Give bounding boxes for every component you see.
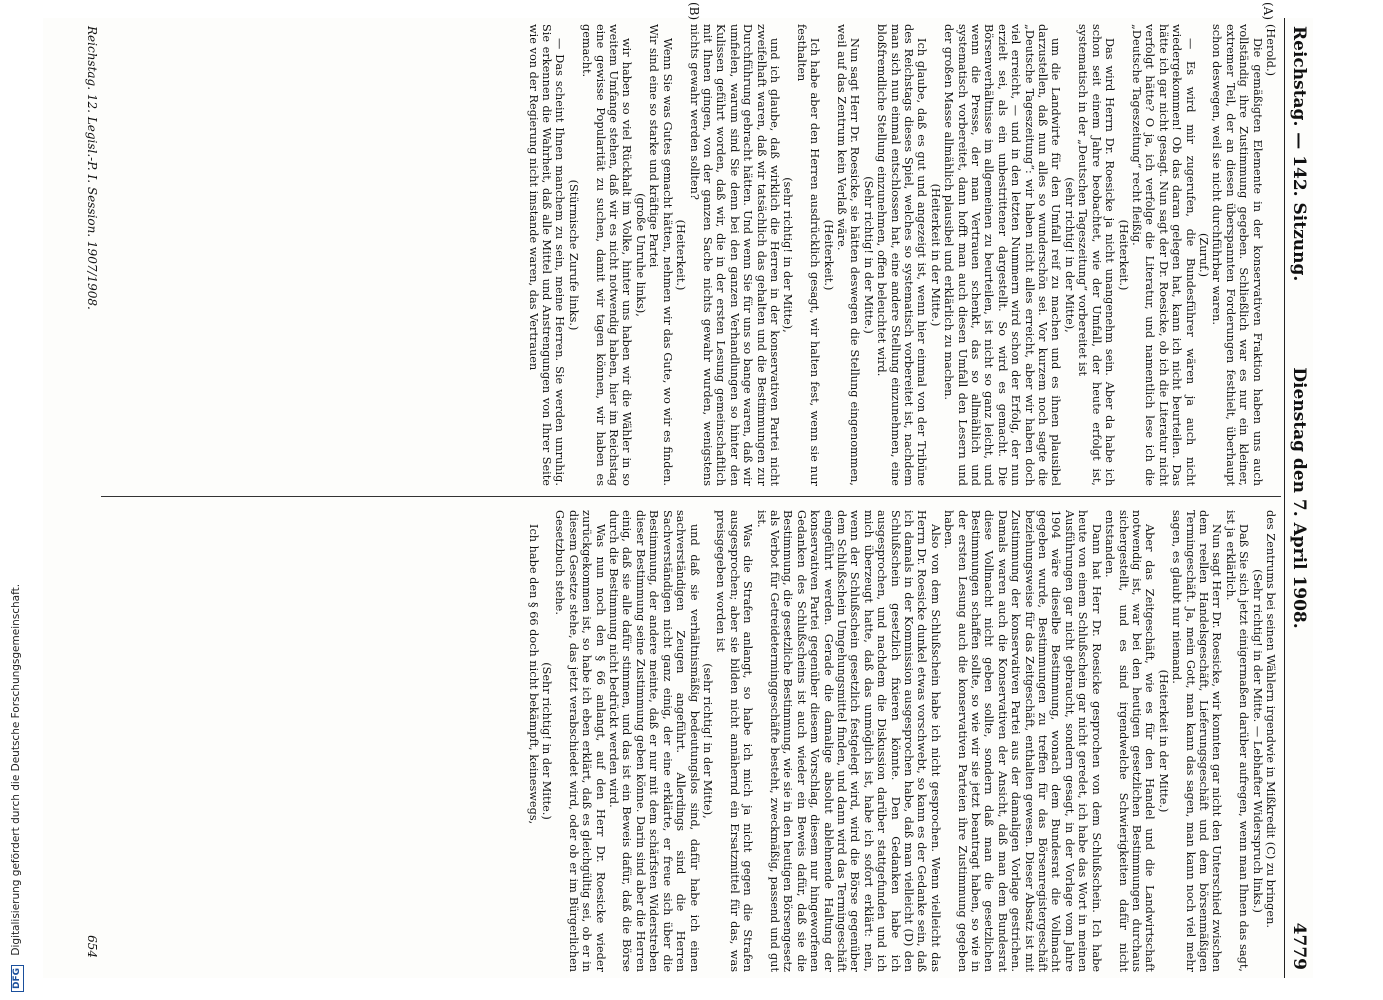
digitization-credit-text: Digitalisierung gefördert durch die Deutsche Forschungsgemeinschaft.	[10, 583, 22, 956]
header-date: Dienstag den 7. April 1908.	[1289, 367, 1309, 629]
left-column-paragraph: Die gemäßigten Elemente in der konservativen Fraktion haben uns auch vollständig ihre Zustimmung gegeben. Schließlich war es nur ein kleiner, extremer Teil, der an diesen überspannten Forderungen festhielt, überhaupt schon deswegen, weil sie nicht durchführbar waren.	[1210, 24, 1264, 486]
right-column-paragraph: Aber das Zeitgeschäft, wie es für den Handel und die Landwirtschaft notwendig ist, war bei den heutigen gesetzlichen Bestimmungen durchaus sichergestellt, und es sind irgendwelche Schwierigkeiten dafür nicht entstanden.	[1103, 510, 1157, 972]
left-column-paragraph: Ich habe aber den Herren ausdrücklich gesagt, wir halten fest, wenn sie nur festhalten	[794, 24, 822, 486]
left-column-paragraph: (Zuruf.)	[1196, 233, 1210, 277]
left-column-paragraph: um die Landwirte für den Umfall reif zu machen und es ihnen plausibel darzustellen, daß nun alles so wunderschön sei. Vor kurzem noch sagte die „Deutsche Tageszeitung“: wir haben nicht alles erreicht, aber wir haben doch viel erreicht, — und in den letzten Nummern wird schon der Erfolg, der nun erzielt sei, als ein unbestrittener dargestellt. So wird es gemacht. Die Börsenverhältnisse im allgemeinen zu beurteilen, ist nicht so ganz leicht, und wenn die Presse, der man Vertrauen schenkt, das so allmählich und systematisch vorbereitet, dann hofft man auch diesen Umfall den Lesern und der großen Masse allmählich plausibel und erklärlich zu machen.	[942, 24, 1063, 486]
page-header	[1284, 18, 1313, 978]
footer-signature: 654	[85, 935, 99, 958]
right-column-paragraph: Nun sagt Herr Dr. Roesicke, wir konnten gar nicht den Unterschied zwischen dem reellen Handelsgeschäft, Lieferungsgeschäft und dem börsenmäßigen Termingeschäft. Ja, mein Gott, man kann das sagen, man kann noch viel mehr sagen, es glaubt nur niemand.	[1170, 510, 1224, 972]
column-divider	[101, 496, 1281, 497]
right-column-paragraph: des Zentrums bei seinen Wählern irgendwie in Mißkredit (C) zu bringen.	[1264, 510, 1277, 928]
right-column-paragraph: und daß sie verhältnismäßig bedeutungslos sind, dafür habe ich einen sachverständigen Zeugen angeführt. Allerdings sind die Herren Sachverständigen nicht ganz einig, der eine erklärte, er freue sich über die Bestimmung, der andere meinte, daß er nur mit dem schärfsten Widerstreben dieser Bestimmung seine Zustimmung geben könne. Darin sind aber die Herren einig, daß sie alle dafür stimmen, und das ist ein Beweis dafür, daß die Börse durch die Bestimmung nicht bedrückt werden wird.	[607, 510, 701, 972]
left-column-paragraph: (Heiterkeit.)	[821, 219, 835, 291]
left-column-paragraph: Nun sagt Herr Dr. Roesicke, sie hätten deswegen die Stellung eingenommen, weil auf das Zentrum kein Verlaß wäre.	[835, 24, 862, 486]
left-column-paragraph: (sehr richtig! in der Mitte),	[1062, 177, 1076, 333]
right-column-paragraph: Dann hat Herr Dr. Roesicke gesprochen von dem Schlußschein. Ich habe heute von einem Schlußschein gar nicht geredet, ich habe das Wort in meinen Ausführungen gar nicht gebraucht, sondern gesagt, in der Vorlage vom Jahre 1904 wäre dieselbe Bestimmung, wonach dem Bundesrat die Vollmacht gegeben wurde, Bestimmungen zu treffen für das Börsenregistergeschäft beziehungsweise für das Zeitgeschäft, enthalten gewesen. Dieser Absatz ist mit Zustimmung der konservativen Partei aus der damaligen Vorlage gestrichen. Damals waren auch die Konservativen der Ansicht, daß man dem Bundesrat diese Vollmacht nicht geben sollte, sondern daß man die gesetzlichen Bestimmungen schaffen sollte, so wie wir sie jetzt beantragt haben, so wie in der ersten Lesung auch die konservativen Parteien ihre Zustimmung gegeben haben.	[942, 510, 1103, 972]
left-column-paragraph: (große Unruhe links),	[633, 193, 647, 317]
margin-mark-b: (B)	[687, 2, 701, 21]
left-column-paragraph: Das wird Herrn Dr. Roesicke ja nicht unangenehm sein. Aber da habe ich schon seit einem Jahre beobachtet, wie der Umfall, der heute erfolgt ist, systematisch in der „Deutschen Tageszeitung“ vorbereitet ist	[1076, 24, 1117, 486]
page-number: 4779	[1289, 922, 1309, 970]
digitization-credit	[8, 20, 24, 992]
left-column-paragraph: Wenn Sie was Gutes gemacht hätten, nehmen wir das Gute, wo wir es finden. Wir sind eine so starke und kräftige Partei	[647, 24, 674, 486]
right-column-paragraph: Was die Strafen anlangt, so habe ich mich ja nicht gegen die Strafen ausgesprochen; aber sie bilden nicht annähernd ein Ersatzmittel für das, was preisgegeben worden ist	[714, 510, 755, 972]
left-column-paragraph: (Stürmische Zurufe links.)	[566, 179, 580, 331]
left-column-paragraph: — Das scheint Ihnen manchem zu sein, meine Herren. Sie werden unruhig. Sie erkennen die Wahrheit, daß alle Mittel und Anstrengungen von Ihrer Seite wie von der Regierung nicht imstande waren, das Vertrauen	[526, 24, 567, 486]
left-column-paragraph: (sehr richtig! in der Mitte),	[781, 177, 795, 333]
left-column-paragraph: (Herold.)	[1264, 24, 1277, 76]
margin-mark-a: (A)	[1261, 2, 1275, 21]
left-column-paragraph: wir haben so viel Rückhalt im Volke, hinter uns haben wir die Wähler in so weitem Umfange stehen, daß wir es nicht notwendig haben, hier im Reichstag eine gewisse Popularität zu suchen, damit wir tagen können, wir haben es gemacht.	[580, 24, 634, 486]
left-column	[526, 24, 1277, 486]
right-column-paragraph: Also von dem Schlußschein habe ich nicht gesprochen. Wenn vielleicht das Herrn Dr. Roesicke dunkel etwas vorschwebt, so kann es der Gedanke sein, daß ich damals in der Kommission ausgesprochen habe, daß man vielleicht (D) den Schlußschein gesetzlich fixieren könnte. Den Gedanken habe ich ausgesprochen, und nachdem die Diskussion darüber stattgefunden und ich mich überzeugt hatte, daß das unmöglich ist, habe ich sofort erklärt: nein, wenn der Schlußschein gesetzlich festgelegt wird, wird die Börse gegenüber dem Schlußschein Umgehungsmittel finden, und dann wird das Termingeschäft eingeführt werden. Gerade die damalige absolut ablehnende Haltung der konservativen Partei gegenüber diesem Vorschlag, diesem nur hingeworfenen Gedanken des Schlußscheins ist auch wieder ein Beweis dafür, daß sie die Bestimmung, die gesetzliche Bestimmung, wie sie in den heutigen Börsengesetz als Verbot für Getreideterminggeschäfte besteht, zweckmäßig, passend und gut ist.	[754, 510, 942, 972]
left-column-paragraph: — Es wird mir zugerufen, die Bundesführer wären ja auch nicht wiedergekommen! Ob das daran gelegen hat, kann ich nicht beurteilen. Das hätte ich gar nicht gesagt. Nun sagt der Dr. Roesicke, ob ich die Literatur nicht verfolgt hätte? O ja, ich verfolge die Literatur, und namentlich lese ich die „Deutsche Tageszeitung“ recht fleißig.	[1129, 24, 1197, 486]
left-column-paragraph: (Sehr richtig! in der Mitte.)	[861, 176, 875, 334]
right-column-paragraph: Daß Sie sich jetzt einigermaßen darüber aufregen, wenn man Ihnen das sagt, ist ja erklärlich.	[1223, 510, 1251, 972]
right-column-paragraph: (Sehr richtig! in der Mitte.)	[540, 662, 554, 820]
left-column-paragraph: (Heiterkeit.)	[1116, 219, 1130, 291]
left-column-paragraph: Ich glaube, daß es gut und angezeigt ist, wenn hier einmal von der Tribüne des Reichstags dieses Spiel, welches so systematisch vorbereitet ist, nachdem man sich nun einmal entschlossen hat, eine andere Stellung einzunehmen, eine bloßfremdliche Stellung einzunehmen, offen beleuchtet wird.	[875, 24, 929, 486]
header-session: Reichstag. — 142. Sitzung.	[1289, 26, 1309, 282]
left-column-paragraph: und ich glaube, daß wirklich die Herren in der konservativen Partei nicht zweifelhaft waren, daß wir tatsächlich das gehalten und die Bestimmungen zur Durchführung gebracht hätten. Und wenn Sie für uns so bange waren, daß wir umfielen, warum sind Sie denn bei den ganzen Verhandlungen so hinter den Kulissen geführt worden, daß wir, die in der ersten Lesung gemeinschaftlich mit Ihnen gingen, von der ganzen Sache nichts gewahr wurden, wenigstens nichts gewahr werden sollten?	[687, 24, 781, 486]
right-column	[526, 510, 1277, 972]
right-column-paragraph: (Sehr richtig! in der Mitte. — Lebhafter Widerspruch links.)	[1250, 569, 1264, 913]
right-column-paragraph: Ich habe den § 66 doch nicht bekämpft, keineswegs,	[526, 524, 540, 825]
right-column-paragraph: Was nun noch den § 66 anlangt, auf den Herr Dr. Roesicke wieder zurückgekommen ist, so habe ich eben erklärt, daß es gleichgültig sei, ob er in diesem Gesetze stehe, das jetzt verabschiedet wird, oder ob er im Bürgerlichen Gesetzbuch stehe.	[553, 510, 607, 972]
footer-volume: Reichstag. 12. Legisl.-P. I. Session. 1907/1908.	[85, 26, 99, 310]
page-footer	[79, 18, 99, 978]
right-column-paragraph: (sehr richtig! in der Mitte),	[700, 663, 714, 819]
right-column-paragraph: (Heiterkeit in der Mitte.)	[1156, 669, 1170, 813]
left-column-paragraph: (Heiterkeit.)	[674, 219, 688, 291]
document-page	[43, 2, 1313, 978]
dfg-logo: DFG	[11, 965, 24, 992]
left-column-paragraph: (Heiterkeit in der Mitte.)	[928, 183, 942, 327]
